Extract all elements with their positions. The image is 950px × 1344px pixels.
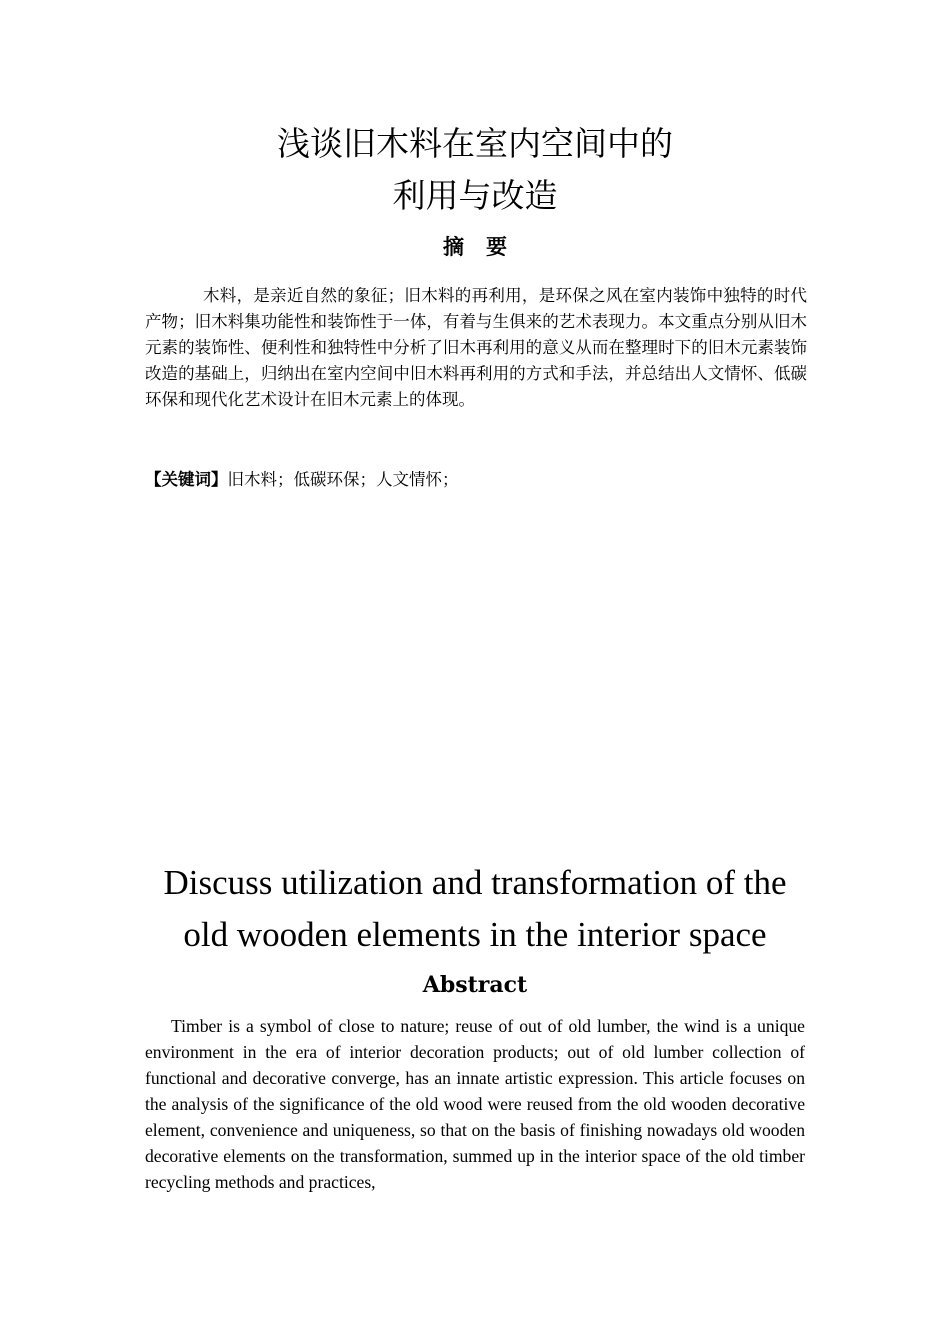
chinese-title [0, 118, 950, 222]
english-abstract-heading: Abstract [422, 972, 528, 998]
keywords-list: 旧木料；低碳环保；人文情怀； [227, 470, 459, 489]
chinese-title-line-2: 利用与改造 [392, 176, 558, 215]
chinese-title-line-1: 浅谈旧木料在室内空间中的 [277, 124, 673, 163]
chinese-abstract-heading: 摘要 [443, 235, 529, 259]
chinese-keywords [145, 467, 807, 493]
english-title-line-1: Discuss utilization and transformation of the [163, 863, 787, 902]
english-title [0, 857, 950, 961]
keywords-label: 【关键词】 [145, 470, 228, 489]
chinese-abstract-body: 木料，是亲近自然的象征；旧木料的再利用，是环保之风在室内装饰中独特的时代产物；旧木料集功能性和装饰性于一体，有着与生俱来的艺术表现力。本文重点分别从旧木元素的装饰性、便利性和独特性中分析了旧木再利用的意义从而在整理时下的旧木元素装饰改造的基础上，归纳出在室内空间中旧木料再利用的方式和手法，并总结出人文情怀、低碳环保和现代化艺术设计在旧木元素上的体现。 [145, 286, 807, 409]
english-abstract-body: Timber is a symbol of close to nature; reuse of out of old lumber, the wind is a unique environment in the era of interior decoration products; out of old lumber collection of functional and decorative converge, has an innate artistic expression. This article focuses on the analysis of the significance of the old wood were reused from the old wooden decorative element, convenience and uniqueness, so that on the basis of finishing nowadays old wooden decorative elements on the transformation, summed up in the interior space of the old timber recycling methods and practices, [145, 1016, 805, 1192]
english-title-line-2: old wooden elements in the interior space [183, 915, 767, 954]
